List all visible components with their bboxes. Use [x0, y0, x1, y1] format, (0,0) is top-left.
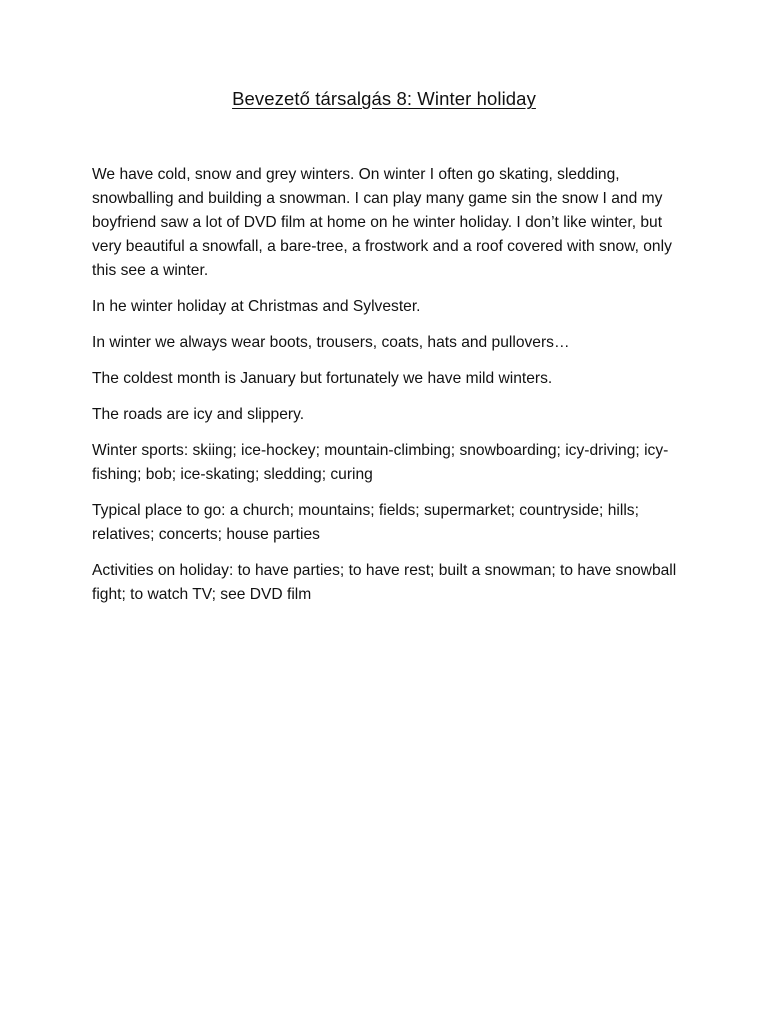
paragraph-roads: The roads are icy and slippery.: [92, 406, 305, 423]
document-body: [92, 163, 677, 619]
paragraph-winter-sports: Winter sports: skiing; ice-hockey; mountain-climbing; snowboarding; icy-driving; icy-fishing; bob; ice-skating; sledding; curing: [92, 442, 669, 483]
paragraph-holiday: In he winter holiday at Christmas and Sylvester.: [92, 298, 421, 315]
paragraph-intro: We have cold, snow and grey winters. On winter I often go skating, sledding, snowballing and building a snowman. I can play many game sin the snow I and my boyfriend saw a lot of DVD film at home on he winter holiday. I don’t like winter, but very beautiful a snowfall, a bare-tree, a frostwork and a roof covered with snow, only this see a winter.: [92, 166, 672, 279]
paragraph-clothing: In winter we always wear boots, trousers, coats, hats and pullovers…: [92, 334, 570, 351]
document-title: Bevezető társalgás 8: Winter holiday: [232, 88, 536, 109]
paragraph-places: Typical place to go: a church; mountains; fields; supermarket; countryside; hills; relatives; concerts; house parties: [92, 502, 639, 543]
paragraph-coldest-month: The coldest month is January but fortunately we have mild winters.: [92, 370, 553, 387]
paragraph-activities: Activities on holiday: to have parties; to have rest; built a snowman; to have snowball fight; to watch TV; see DVD film: [92, 562, 677, 603]
